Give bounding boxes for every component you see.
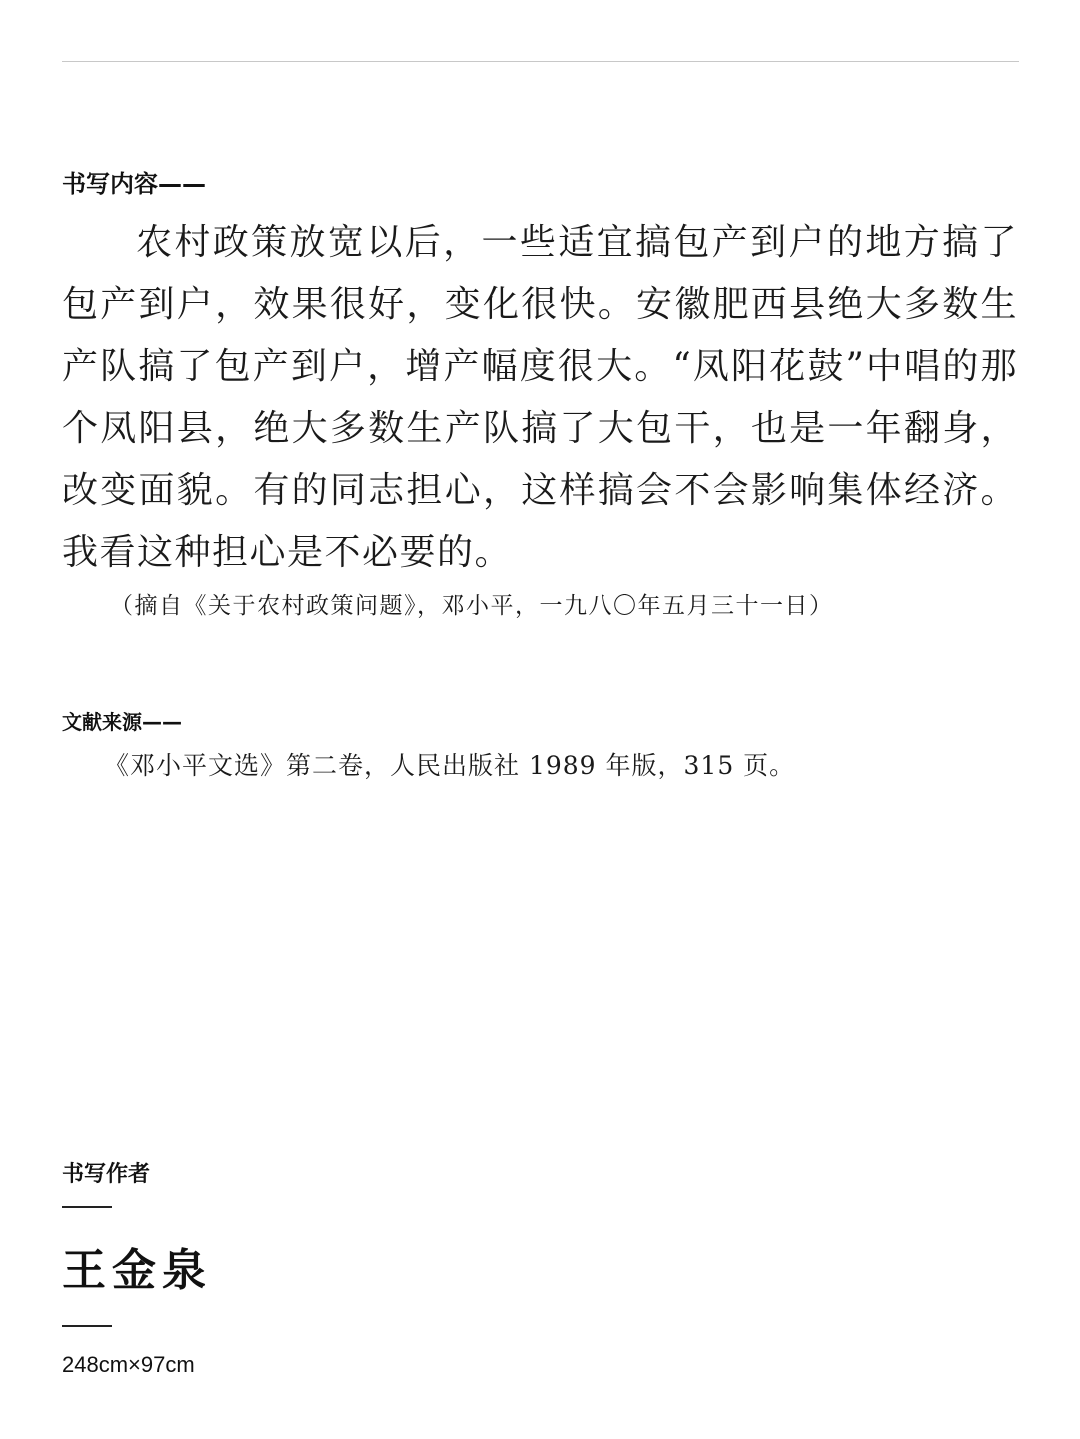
author-divider-top <box>62 1206 112 1208</box>
author-section-label: 书写作者 <box>62 1162 151 1187</box>
content-section-label: 书写内容—— <box>62 170 206 198</box>
author-name: 王金泉 <box>62 1245 212 1296</box>
calligraphy-content-text: 农村政策放宽以后，一些适宜搞包产到户的地方搞了包产到户，效果很好，变化很快。安徽肥西县绝大多数生产队搞了包产到户，增产幅度很大。“凤阳花鼓”中唱的那个凤阳县，绝大多数生产队搞了大包干，也是一年翻身，改变面貌。有的同志担心，这样搞会不会影响集体经济。我看这种担心是不必要的。 <box>62 222 1018 573</box>
citation-text: （摘自《关于农村政策问题》，邓小平，一九八〇年五月三十一日） <box>110 593 834 619</box>
top-divider <box>62 61 1019 62</box>
source-section-label: 文献来源—— <box>62 710 182 734</box>
artwork-dimensions: 248cm×97cm <box>62 1352 195 1377</box>
source-reference-text: 《邓小平文选》第二卷，人民出版社 1989 年版，315 页。 <box>104 751 796 780</box>
author-divider-bottom <box>62 1325 112 1327</box>
